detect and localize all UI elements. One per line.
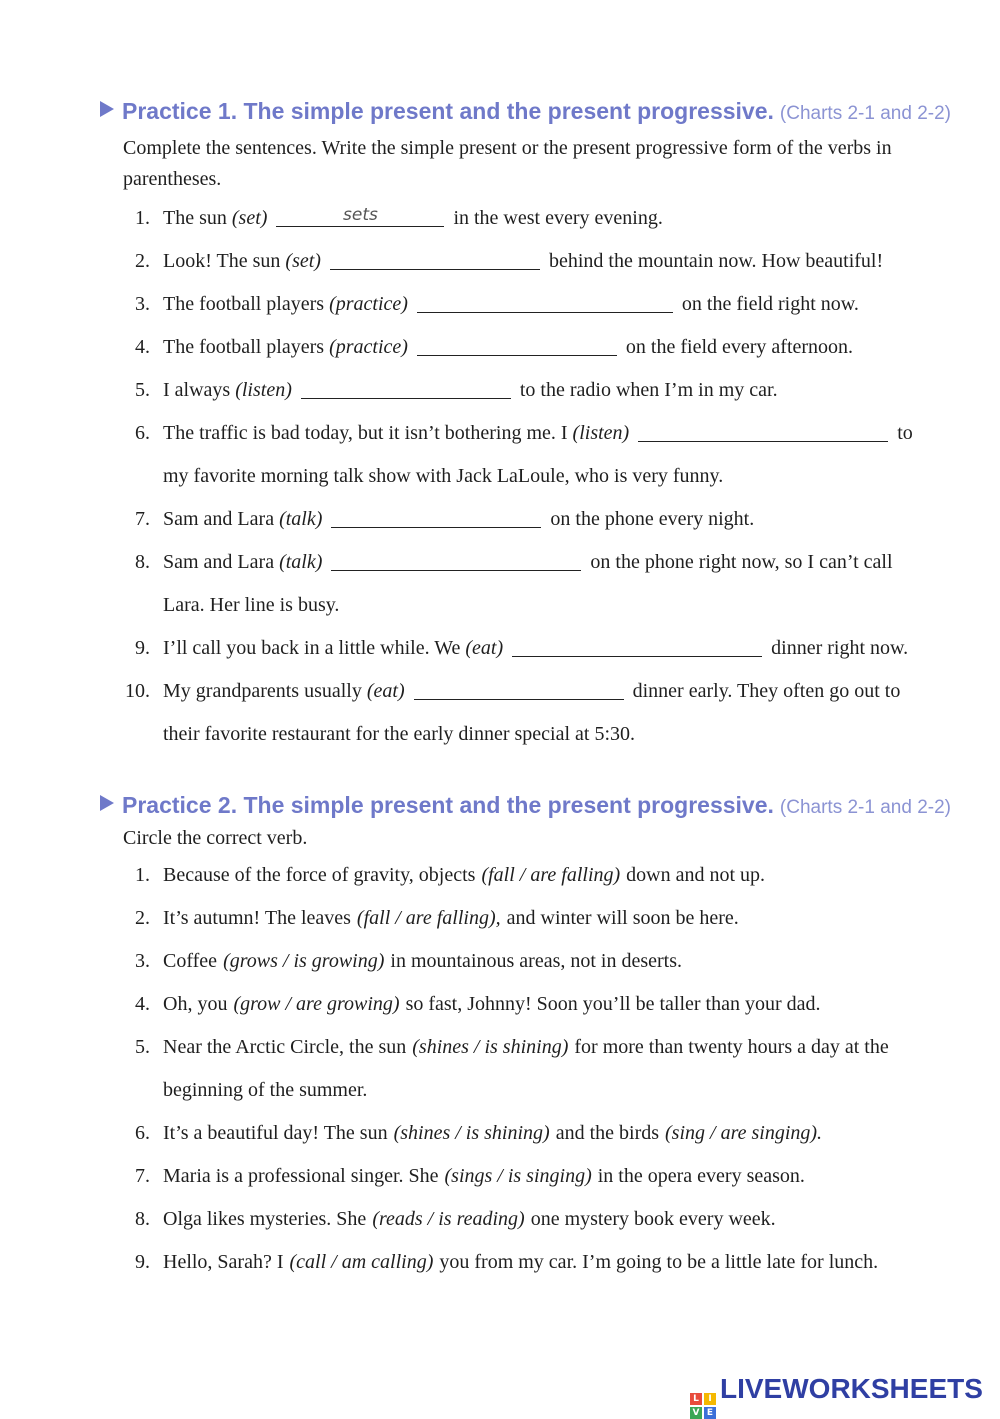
item-sentence: [163, 1251, 878, 1273]
fill-in-item: [100, 627, 945, 670]
circle-verb-item: [100, 1155, 945, 1198]
item-number: 2.: [135, 250, 150, 272]
verb-hint: (practice): [329, 293, 408, 315]
sentence-start: Sam and Lara: [163, 551, 275, 573]
item-sentence: [163, 1122, 828, 1144]
sentence-start: Because of the force of gravity, objects: [163, 864, 476, 886]
logo-letter-tile: V: [690, 1407, 702, 1419]
item-number: 2.: [135, 907, 150, 929]
item-sentence: [163, 907, 739, 929]
sentence-end: dinner early. They often go out to: [632, 680, 901, 702]
item-number: 3.: [135, 293, 150, 315]
sentence-start: Oh, you: [163, 993, 228, 1015]
sentence-continuation: beginning of the summer.: [163, 1079, 368, 1101]
item-number: 9.: [135, 637, 150, 659]
answer-blank[interactable]: [331, 548, 581, 571]
sentence-start: It’s a beautiful day! The sun: [163, 1122, 388, 1144]
practice-2-items: [100, 854, 945, 1284]
practice-2-title: Practice 2. The simple present and the present progressive.: [122, 792, 774, 818]
practice-1-section: [100, 96, 951, 756]
sentence-end: on the field right now.: [681, 293, 859, 315]
fill-in-item: [100, 412, 945, 498]
answer-text: sets: [343, 205, 378, 225]
sentence-start: I always: [163, 379, 231, 401]
item-number: 10.: [125, 680, 150, 702]
fill-in-item: [100, 326, 945, 369]
sentence-end: and winter will soon be here.: [506, 907, 739, 929]
verb-hint: (talk): [279, 508, 323, 530]
fill-in-item: [100, 283, 945, 326]
answer-blank[interactable]: [417, 290, 673, 313]
logo-letter-tile: I: [704, 1393, 716, 1405]
item-sentence: [163, 551, 893, 573]
sentence-end: so fast, Johnny! Soon you’ll be taller than your dad.: [405, 993, 821, 1015]
answer-blank[interactable]: [512, 634, 762, 657]
sentence-continuation: their favorite restaurant for the early dinner special at 5:30.: [163, 723, 636, 745]
sentence-start: The football players: [163, 336, 325, 358]
item-sentence: [163, 864, 765, 886]
play-triangle-icon: [100, 795, 114, 811]
sentence-start: Coffee: [163, 950, 218, 972]
item-number: 3.: [135, 950, 150, 972]
item-sentence: [163, 508, 754, 530]
item-sentence: [163, 422, 913, 444]
verb-choice[interactable]: (reads / is reading): [372, 1208, 525, 1230]
practice-2-heading: [100, 790, 951, 823]
sentence-end: and the birds: [555, 1122, 660, 1144]
circle-verb-item: [100, 1198, 945, 1241]
verb-choice[interactable]: (shines / is shining): [412, 1036, 569, 1058]
answer-blank[interactable]: [638, 419, 888, 442]
circle-verb-item: [100, 897, 945, 940]
logo-letter-tile: E: [704, 1407, 716, 1419]
circle-verb-item: [100, 983, 945, 1026]
item-number: 6.: [135, 1122, 150, 1144]
item-number: 4.: [135, 993, 150, 1015]
sentence-end: to the radio when I’m in my car.: [519, 379, 778, 401]
verb-choice[interactable]: (sings / is singing): [444, 1165, 592, 1187]
sentence-start: I’ll call you back in a little while. We: [163, 637, 461, 659]
item-number: 1.: [135, 864, 150, 886]
item-number: 8.: [135, 551, 150, 573]
answer-blank[interactable]: [276, 204, 444, 227]
sentence-start: The traffic is bad today, but it isn’t bothering me. I: [163, 422, 568, 444]
answer-blank[interactable]: [417, 333, 617, 356]
sentence-start: Near the Arctic Circle, the sun: [163, 1036, 407, 1058]
sentence-start: The sun: [163, 207, 227, 229]
sentence-end: in the west every evening.: [453, 207, 663, 229]
sentence-start: Sam and Lara: [163, 508, 275, 530]
practice-1-charts-ref: (Charts 2-1 and 2-2): [779, 103, 951, 124]
verb-hint: (talk): [279, 551, 323, 573]
answer-blank[interactable]: [301, 376, 511, 399]
item-number: 7.: [135, 508, 150, 530]
practice-1-title: Practice 1. The simple present and the present progressive.: [122, 98, 774, 124]
sentence-start: The football players: [163, 293, 325, 315]
play-triangle-icon: [100, 101, 114, 117]
sentence-end: one mystery book every week.: [530, 1208, 776, 1230]
fill-in-item: [100, 369, 945, 412]
sentence-end: in mountainous areas, not in deserts.: [390, 950, 683, 972]
verb-hint: (listen): [572, 422, 630, 444]
answer-blank[interactable]: [330, 247, 540, 270]
sentence-end: on the phone every night.: [550, 508, 755, 530]
circle-verb-item: [100, 1241, 945, 1284]
item-number: 8.: [135, 1208, 150, 1230]
verb-choice[interactable]: (call / am calling): [289, 1251, 434, 1273]
item-sentence: [163, 336, 853, 358]
circle-verb-item: [100, 854, 945, 897]
item-number: 4.: [135, 336, 150, 358]
fill-in-item: [100, 240, 945, 283]
liveworksheets-logo-text: LIVEWORKSHEETS: [720, 1373, 983, 1404]
sentence-end: for more than twenty hours a day at the: [574, 1036, 889, 1058]
sentence-start: Hello, Sarah? I: [163, 1251, 284, 1273]
sentence-end: dinner right now.: [771, 637, 909, 659]
practice-2-instructions: Circle the correct verb.: [123, 827, 308, 849]
sentence-start: It’s autumn! The leaves: [163, 907, 351, 929]
liveworksheets-logo-icon: [690, 1393, 716, 1419]
item-sentence: [163, 293, 859, 315]
fill-in-item: [100, 541, 945, 627]
item-number: 5.: [135, 1036, 150, 1058]
verb-choice[interactable]: (fall / are falling): [481, 864, 621, 886]
sentence-start: My grandparents usually: [163, 680, 362, 702]
sentence-continuation: Lara. Her line is busy.: [163, 594, 340, 616]
item-sentence: [163, 950, 682, 972]
answer-blank[interactable]: [331, 505, 541, 528]
sentence-end: down and not up.: [626, 864, 766, 886]
sentence-end: you from my car. I’m going to be a little late for lunch.: [439, 1251, 879, 1273]
verb-hint: (eat): [366, 680, 405, 702]
practice-1-instructions: Complete the sentences. Write the simple present or the present progressive form of the verbs in parentheses.: [123, 137, 892, 190]
verb-hint: (set): [285, 250, 321, 272]
item-number: 5.: [135, 379, 150, 401]
circle-verb-item: [100, 1026, 945, 1112]
verb-choice[interactable]: (shines / is shining): [393, 1122, 550, 1144]
verb-hint: (set): [231, 207, 268, 229]
verb-choice[interactable]: (grow / are growing): [233, 993, 400, 1015]
item-number: 7.: [135, 1165, 150, 1187]
item-number: 6.: [135, 422, 150, 444]
item-sentence: [163, 1165, 805, 1187]
item-sentence: [163, 250, 883, 272]
item-sentence: [163, 1208, 776, 1230]
circle-verb-item: [100, 940, 945, 983]
sentence-end: in the opera every season.: [597, 1165, 805, 1187]
sentence-end: on the phone right now, so I can’t call: [590, 551, 893, 573]
verb-choice[interactable]: (grows / is growing): [223, 950, 385, 972]
sentence-end: on the field every afternoon.: [625, 336, 854, 358]
item-sentence: [163, 637, 908, 659]
item-sentence: [163, 680, 900, 702]
logo-letter-tile: L: [690, 1393, 702, 1405]
item-number: 9.: [135, 1251, 150, 1273]
fill-in-item: [100, 498, 945, 541]
item-sentence: [163, 993, 821, 1015]
answer-blank[interactable]: [414, 677, 624, 700]
item-sentence: [163, 379, 778, 401]
verb-choice[interactable]: (fall / are falling),: [356, 907, 501, 929]
sentence-start: Olga likes mysteries. She: [163, 1208, 367, 1230]
practice-2-section: [100, 790, 951, 1284]
sentence-end: to: [897, 422, 913, 444]
item-number: 1.: [135, 207, 150, 229]
sentence-continuation: my favorite morning talk show with Jack LaLoule, who is very funny.: [163, 465, 724, 487]
item-sentence: [163, 207, 663, 229]
verb-choice[interactable]: (sing / are singing).: [665, 1122, 823, 1144]
practice-2-charts-ref: (Charts 2-1 and 2-2): [779, 797, 951, 818]
verb-hint: (eat): [465, 637, 504, 659]
fill-in-item: [100, 670, 945, 756]
practice-1-heading: [100, 96, 951, 129]
verb-hint: (listen): [235, 379, 292, 401]
verb-hint: (practice): [329, 336, 408, 358]
item-sentence: [163, 1036, 889, 1058]
sentence-start: Maria is a professional singer. She: [163, 1165, 439, 1187]
circle-verb-item: [100, 1112, 945, 1155]
sentence-end: behind the mountain now. How beautiful!: [548, 250, 884, 272]
sentence-start: Look! The sun: [163, 250, 281, 272]
fill-in-item: [100, 197, 945, 240]
liveworksheets-logo: [690, 1372, 983, 1418]
practice-1-items: [100, 197, 945, 756]
